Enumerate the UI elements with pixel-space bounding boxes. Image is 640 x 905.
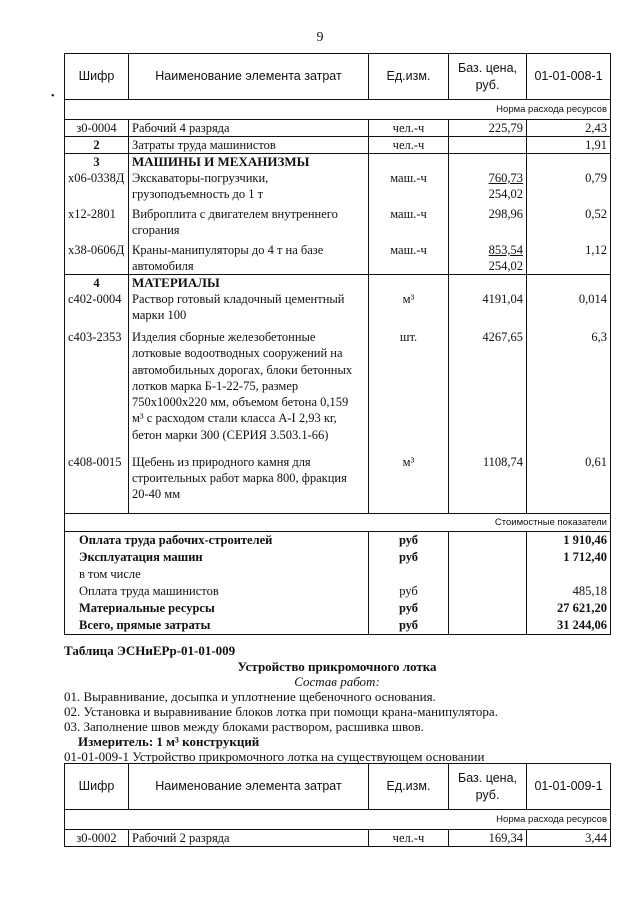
- row-unit: м³: [369, 291, 449, 323]
- row-code: з0-0004: [65, 120, 129, 137]
- row-name: Рабочий 4 разряда: [129, 120, 369, 137]
- header-name: Наименование элемента затрат: [129, 764, 369, 810]
- row-norm: 0,79: [527, 170, 611, 202]
- row-name-line: Изделия сборные железобетонные: [132, 330, 316, 344]
- work-heading: Состав работ:: [294, 674, 380, 689]
- row-unit: маш.-ч: [369, 238, 449, 275]
- table-row: [65, 830, 611, 847]
- row-name-line: м³ с расходом стали класса А-I 2,93 кг,: [132, 411, 337, 426]
- cost-row: [65, 549, 611, 566]
- section-row-machines: [65, 154, 611, 171]
- table-row: [65, 443, 611, 514]
- row-name: [129, 238, 369, 275]
- cost-value: 31 244,06: [527, 617, 611, 635]
- row-name-line: строительных работ марка 800, фракция: [132, 471, 347, 486]
- row-name-line: бетон марки 300 (СЕРИЯ 3.503.1-66): [132, 427, 329, 442]
- header-price: Баз. цена, руб.: [449, 54, 527, 100]
- row-norm: 0,014: [527, 291, 611, 323]
- price-line: 853,54: [488, 243, 523, 257]
- work-step: 02. Установка и выравнивание блоков лотка при помощи крана-манипулятора.: [64, 704, 498, 719]
- row-name: [129, 170, 369, 202]
- row-unit: чел.-ч: [369, 137, 449, 154]
- cost-name: Материальные ресурсы: [65, 600, 369, 617]
- row-name-line: Экскаваторы-погрузчики,: [132, 171, 269, 185]
- cost-row: [65, 600, 611, 617]
- cost-name: в том числе: [65, 566, 369, 583]
- cost-row: [65, 566, 611, 583]
- row-norm: 0,52: [527, 202, 611, 238]
- norm-caption: Норма расхода ресурсов: [65, 810, 611, 830]
- row-price: [449, 137, 527, 154]
- dot-mark: •: [51, 91, 55, 102]
- section-row-materials: [65, 275, 611, 292]
- row-name-line: лотков марка Б-1-22-75, размер: [132, 378, 299, 393]
- row-name-line: Виброплита с двигателем внутреннего: [132, 207, 338, 221]
- row-price: 225,79: [449, 120, 527, 137]
- header-norm: 01-01-008-1: [527, 54, 611, 100]
- row-code: с403-2353: [65, 323, 129, 443]
- row-name-line: 750х1000х220 мм, объемом бетона 0,159: [132, 395, 349, 410]
- row-unit: шт.: [369, 323, 449, 443]
- table-title: Таблица ЭСНиЕРр-01-01-009: [64, 643, 236, 658]
- cost-value: 27 621,20: [527, 600, 611, 617]
- row-name-line: грузоподъемность до 1 т: [132, 187, 264, 201]
- row-name-line: сгорания: [132, 223, 180, 237]
- cost-caption-row: [65, 514, 611, 532]
- header-price: Баз. цена, руб.: [449, 764, 527, 810]
- header-code: Шифр: [65, 764, 129, 810]
- cost-value: 1 910,46: [527, 532, 611, 550]
- norm-caption: Норма расхода ресурсов: [65, 100, 611, 120]
- row-price: 4267,65: [449, 323, 527, 443]
- row-norm: 0,61: [527, 443, 611, 514]
- row-norm: 6,3: [527, 323, 611, 443]
- section-number: 3: [65, 154, 129, 171]
- row-price: 4191,04: [449, 291, 527, 323]
- work-step: 03. Заполнение швов между блоками раствором, расшивка швов.: [64, 719, 424, 734]
- cost-value: 1 712,40: [527, 549, 611, 566]
- header-norm: 01-01-009-1: [527, 764, 611, 810]
- cost-name: Оплата труда машинистов: [65, 583, 369, 600]
- row-code: з0-0002: [65, 830, 129, 847]
- table-header-row: [65, 54, 611, 100]
- cost-unit: руб: [369, 583, 449, 600]
- table-row: [65, 120, 611, 137]
- cost-value: 485,18: [527, 583, 611, 600]
- cost-row: [65, 583, 611, 600]
- row-norm: 2,43: [527, 120, 611, 137]
- price-line: 254,02: [488, 187, 523, 201]
- cost-name: Эксплуатация машин: [65, 549, 369, 566]
- price-line: 760,73: [488, 171, 523, 185]
- row-name: [129, 443, 369, 514]
- row-name: Рабочий 2 разряда: [129, 830, 369, 847]
- row-price: 169,34: [449, 830, 527, 847]
- cost-unit: руб: [369, 600, 449, 617]
- row-price: 1108,74: [449, 443, 527, 514]
- table-row: [65, 170, 611, 202]
- row-norm: 1,91: [527, 137, 611, 154]
- row-name-line: Раствор готовый кладочный цементный: [132, 292, 345, 306]
- resource-table-1: [64, 53, 611, 635]
- row-code: с408-0015: [65, 443, 129, 514]
- cost-unit: руб: [369, 549, 449, 566]
- norm-caption-row: [65, 810, 611, 830]
- row-unit: маш.-ч: [369, 202, 449, 238]
- row-unit: чел.-ч: [369, 830, 449, 847]
- cost-unit: руб: [369, 532, 449, 550]
- row-price: [449, 170, 527, 202]
- row-name: Затраты труда машинистов: [129, 137, 369, 154]
- row-name: [129, 291, 369, 323]
- work-step: 01. Выравнивание, досыпка и уплотнение щебеночного основания.: [64, 689, 436, 704]
- row-name-line: 20-40 мм: [132, 487, 181, 502]
- cost-name: Всего, прямые затраты: [65, 617, 369, 635]
- section-number: 4: [65, 275, 129, 292]
- resource-table-2: [64, 763, 611, 847]
- price-line: 254,02: [488, 259, 523, 273]
- row-code: х06-0338Д: [65, 170, 129, 202]
- section-subtitle: Устройство прикромочного лотка: [237, 659, 437, 674]
- row-code: х12-2801: [65, 202, 129, 238]
- row-price: 298,96: [449, 202, 527, 238]
- table-row: [65, 137, 611, 154]
- cost-caption: Стоимостные показатели: [65, 514, 611, 532]
- row-name-line: лотковые водоотводных сооружений на: [132, 346, 343, 361]
- norm-caption-row: [65, 100, 611, 120]
- cost-row: [65, 617, 611, 635]
- header-unit: Ед.изм.: [369, 54, 449, 100]
- header-code: Шифр: [65, 54, 129, 100]
- row-unit: маш.-ч: [369, 170, 449, 202]
- table-row: [65, 238, 611, 275]
- table-row: [65, 323, 611, 443]
- row-norm: 3,44: [527, 830, 611, 847]
- row-name: [129, 202, 369, 238]
- item-title: 01-01-009-1 Устройство прикромочного лотка на существующем основании: [64, 749, 485, 764]
- row-code: с402-0004: [65, 291, 129, 323]
- row-unit: чел.-ч: [369, 120, 449, 137]
- cost-unit: руб: [369, 617, 449, 635]
- cost-value: [527, 566, 611, 583]
- row-name-line: автомобильных дорогах, блоки бетонных: [132, 362, 353, 377]
- row-name: [129, 323, 369, 443]
- cost-row: [65, 532, 611, 550]
- row-name-line: Краны-манипуляторы до 4 т на базе: [132, 243, 324, 257]
- table-header-row: [65, 764, 611, 810]
- row-price: [449, 238, 527, 275]
- section-title: МАТЕРИАЛЫ: [129, 275, 369, 292]
- row-unit: м³: [369, 443, 449, 514]
- row-code: 2: [65, 137, 129, 154]
- header-name: Наименование элемента затрат: [129, 54, 369, 100]
- row-name-line: Щебень из природного камня для: [132, 455, 311, 470]
- page-number: 9: [316, 30, 324, 45]
- meter: Измеритель: 1 м³ конструкций: [78, 734, 260, 749]
- row-name-line: марки 100: [132, 308, 187, 322]
- row-name-line: автомобиля: [132, 259, 194, 273]
- table-row: [65, 291, 611, 323]
- table-row: [65, 202, 611, 238]
- row-code: х38-0606Д: [65, 238, 129, 275]
- header-unit: Ед.изм.: [369, 764, 449, 810]
- section-title: МАШИНЫ И МЕХАНИЗМЫ: [129, 154, 369, 171]
- cost-unit: [369, 566, 449, 583]
- cost-name: Оплата труда рабочих-строителей: [65, 532, 369, 550]
- row-norm: 1,12: [527, 238, 611, 275]
